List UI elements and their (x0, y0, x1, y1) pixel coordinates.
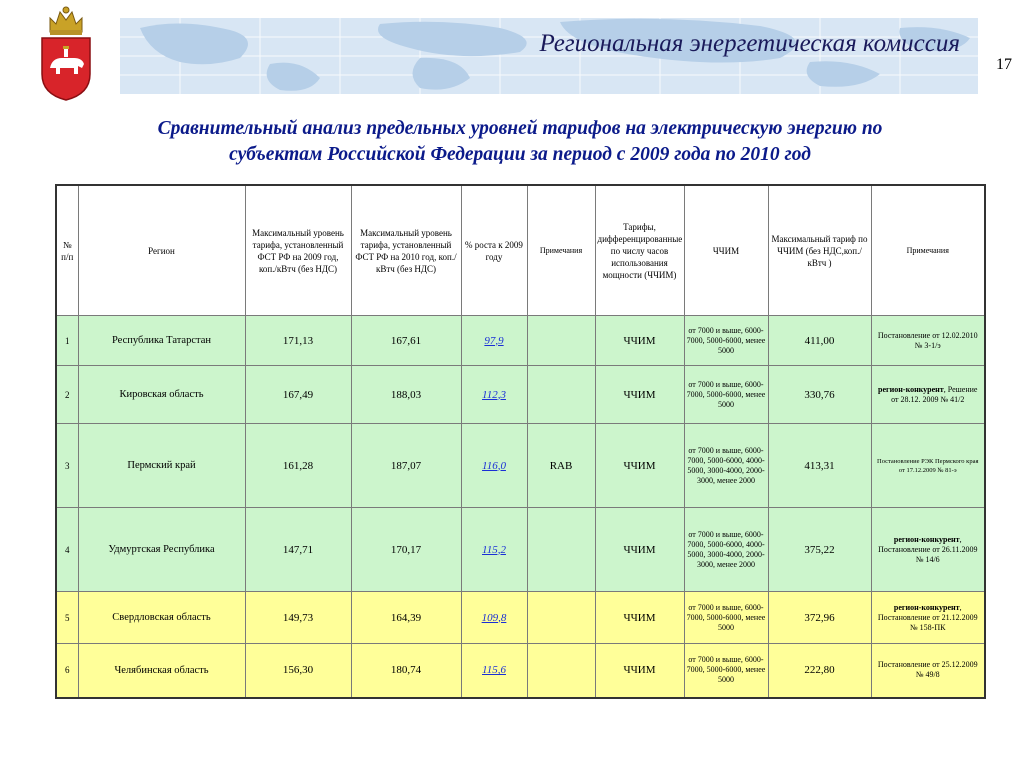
row-note: RAB (527, 424, 595, 508)
table-row (56, 366, 985, 424)
row-hours: от 7000 и выше, 6000-7000, 5000-6000, менее 5000 (684, 366, 768, 424)
row-tariff-2009: 149,73 (245, 592, 351, 644)
column-header-tariff-2010: Максимальный уровень тарифа, установленный ФСТ РФ на 2010 год, коп./кВтч (без НДС) (351, 185, 461, 316)
row-max-tariff: 222,80 (768, 644, 871, 698)
table-row (56, 424, 985, 508)
row-tariff-2009: 147,71 (245, 508, 351, 592)
table-row (56, 592, 985, 644)
row-tariff-2010: 180,74 (351, 644, 461, 698)
column-header-chchim: ЧЧИМ (684, 185, 768, 316)
row-tariff-2010: 167,61 (351, 316, 461, 366)
row-growth-percent: 112,3 (461, 366, 527, 424)
column-header-differentiated-tariffs: Тарифы, дифференцированные по числу часов использования мощности (ЧЧИМ) (595, 185, 684, 316)
column-header-max-tariff: Максимальный тариф по ЧЧИМ (без НДС,коп./кВтч ) (768, 185, 871, 316)
row-tariff-2010: 170,17 (351, 508, 461, 592)
row-number: 1 (56, 316, 78, 366)
row-note (527, 366, 595, 424)
row-number: 5 (56, 592, 78, 644)
row-chchim: ЧЧИМ (595, 424, 684, 508)
row-max-tariff: 411,00 (768, 316, 871, 366)
row-tariff-2010: 164,39 (351, 592, 461, 644)
row-max-tariff: 375,22 (768, 508, 871, 592)
row-growth-percent: 115,6 (461, 644, 527, 698)
row-number: 2 (56, 366, 78, 424)
column-header-tariff-2009: Максимальный уровень тарифа, установленный ФСТ РФ на 2009 год, коп./кВтч (без НДС) (245, 185, 351, 316)
table-row (56, 508, 985, 592)
row-note-2: регион-конкурент, Постановление от 26.11.2009 № 14/6 (871, 508, 985, 592)
row-region: Удмуртская Республика (78, 508, 245, 592)
row-chchim: ЧЧИМ (595, 316, 684, 366)
table-header-row (56, 185, 985, 316)
row-note (527, 592, 595, 644)
row-tariff-2009: 161,28 (245, 424, 351, 508)
table-row (56, 644, 985, 698)
column-header-region: Регион (78, 185, 245, 316)
row-hours: от 7000 и выше, 6000-7000, 5000-6000, менее 5000 (684, 592, 768, 644)
row-hours: от 7000 и выше, 6000-7000, 5000-6000, менее 5000 (684, 316, 768, 366)
row-tariff-2010: 188,03 (351, 366, 461, 424)
row-note-2: Постановление от 12.02.2010 № 3-1/э (871, 316, 985, 366)
row-region: Республика Татарстан (78, 316, 245, 366)
row-region: Пермский край (78, 424, 245, 508)
header-banner (120, 18, 978, 94)
row-number: 6 (56, 644, 78, 698)
crest-icon (36, 2, 96, 102)
page-title-line-2: субъектам Российской Федерации за период с 2009 года по 2010 год (229, 144, 811, 165)
row-hours: от 7000 и выше, 6000-7000, 5000-6000, 4000-5000, 3000-4000, 2000-3000, менее 2000 (684, 424, 768, 508)
row-note-2: регион-конкурент, Решение от 28.12. 2009 № 41/2 (871, 366, 985, 424)
row-max-tariff: 372,96 (768, 592, 871, 644)
row-note (527, 508, 595, 592)
row-chchim: ЧЧИМ (595, 366, 684, 424)
row-chchim: ЧЧИМ (595, 592, 684, 644)
row-note-2: Постановление от 25.12.2009 № 49/8 (871, 644, 985, 698)
row-note-2: Постановление РЭК Пермского края от 17.12.2009 № 81-э (871, 424, 985, 508)
tariff-comparison-table (55, 184, 986, 699)
page-number: 17 (996, 56, 1012, 73)
row-region: Свердловская область (78, 592, 245, 644)
row-growth-percent: 97,9 (461, 316, 527, 366)
page-title (60, 116, 980, 168)
row-chchim: ЧЧИМ (595, 644, 684, 698)
row-number: 4 (56, 508, 78, 592)
row-growth-percent: 116,0 (461, 424, 527, 508)
column-header-growth: % роста к 2009 году (461, 185, 527, 316)
row-number: 3 (56, 424, 78, 508)
row-tariff-2009: 167,49 (245, 366, 351, 424)
row-max-tariff: 413,31 (768, 424, 871, 508)
row-tariff-2009: 171,13 (245, 316, 351, 366)
table-row (56, 316, 985, 366)
column-header-notes-2: Примечания (871, 185, 985, 316)
row-max-tariff: 330,76 (768, 366, 871, 424)
row-hours: от 7000 и выше, 6000-7000, 5000-6000, менее 5000 (684, 644, 768, 698)
row-chchim: ЧЧИМ (595, 508, 684, 592)
row-tariff-2010: 187,07 (351, 424, 461, 508)
commission-title: Региональная энергетическая комиссия (539, 30, 960, 57)
row-note-2: регион-конкурент, Постановление от 21.12.2009 № 158-ПК (871, 592, 985, 644)
row-region: Кировская область (78, 366, 245, 424)
row-note (527, 644, 595, 698)
row-hours: от 7000 и выше, 6000-7000, 5000-6000, 4000-5000, 3000-4000, 2000-3000, менее 2000 (684, 508, 768, 592)
row-growth-percent: 115,2 (461, 508, 527, 592)
page-title-line-1: Сравнительный анализ предельных уровней тарифов на электрическую энергию по (157, 118, 883, 139)
coat-of-arms-logo (36, 2, 96, 102)
column-header-number: № п/п (56, 185, 78, 316)
row-note (527, 316, 595, 366)
row-tariff-2009: 156,30 (245, 644, 351, 698)
row-region: Челябинская область (78, 644, 245, 698)
column-header-notes: Примечания (527, 185, 595, 316)
row-growth-percent: 109,8 (461, 592, 527, 644)
